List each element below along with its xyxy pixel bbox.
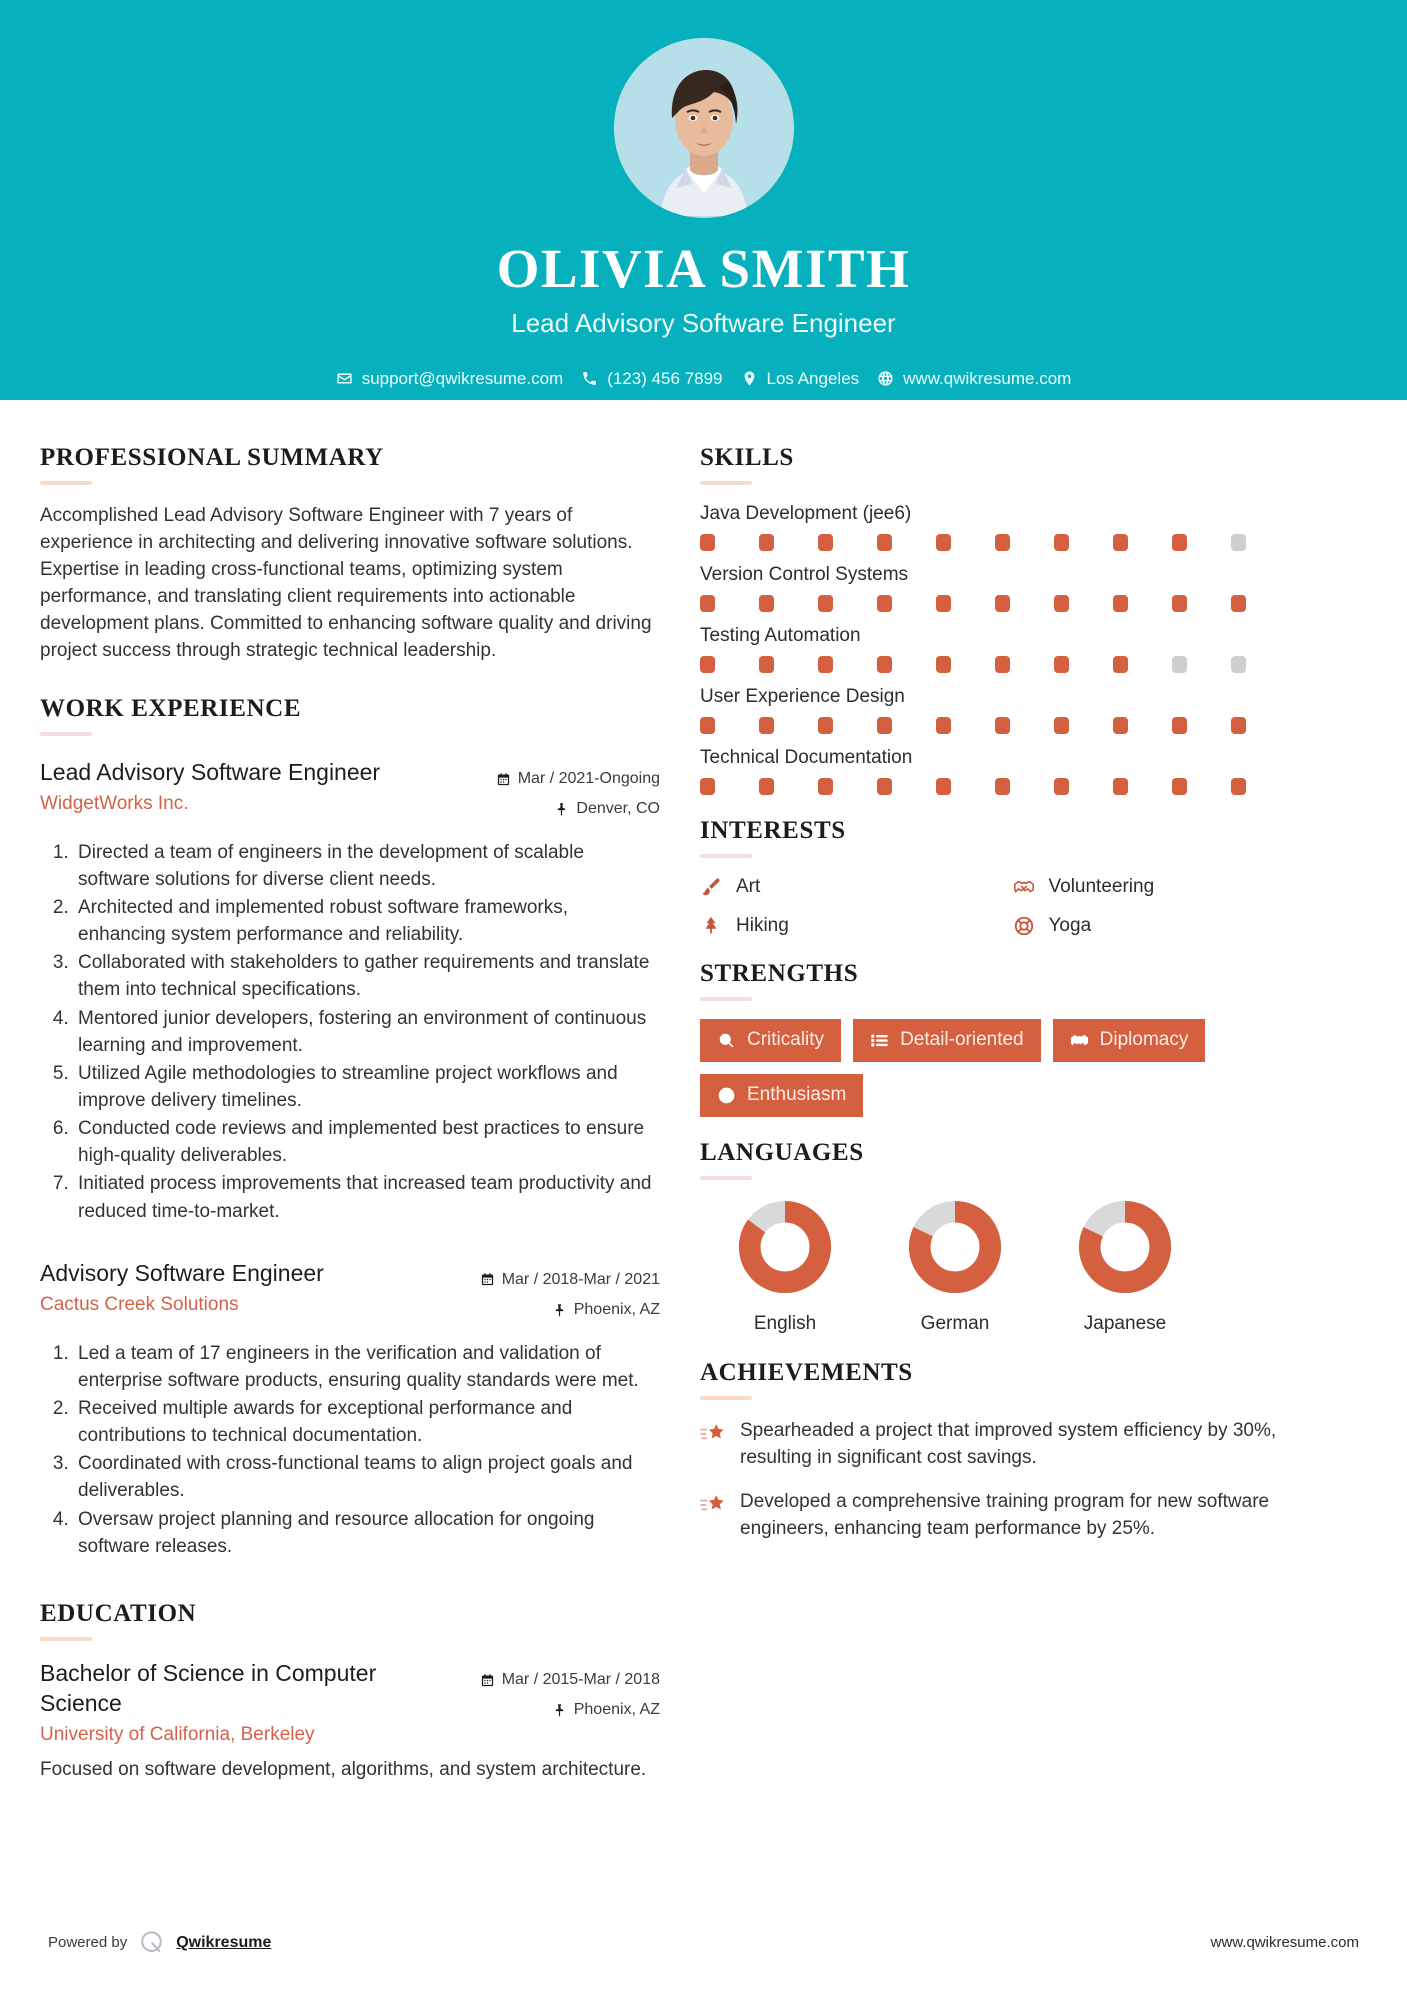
skill-rating xyxy=(700,778,1325,795)
skill-dot xyxy=(1113,778,1128,795)
skill-dot xyxy=(995,534,1010,551)
skill-label: User Experience Design xyxy=(700,686,905,707)
education-date-line xyxy=(455,1665,660,1695)
education-school: University of California, Berkeley xyxy=(40,1723,315,1745)
skill-rating xyxy=(700,595,1325,612)
skill-dot xyxy=(759,656,774,673)
work-date: Mar / 2018-Mar / 2021 xyxy=(501,1270,660,1288)
achievement-item xyxy=(700,1418,1325,1472)
interest-label: Yoga xyxy=(1048,915,1092,936)
skill-dot xyxy=(1054,534,1069,551)
work-date-line xyxy=(455,1265,660,1295)
work-entry xyxy=(40,1259,660,1560)
calendar-icon xyxy=(480,1272,495,1287)
skill-dot xyxy=(936,534,951,551)
work-organization: Cactus Creek Solutions xyxy=(40,1293,239,1315)
interests-list xyxy=(700,876,1325,954)
envelope-icon xyxy=(336,370,353,387)
language-label: English xyxy=(753,1312,817,1334)
pushpin-icon xyxy=(552,1303,567,1318)
section-work-experience xyxy=(40,695,660,1560)
skill-dot xyxy=(1054,656,1069,673)
interest-item xyxy=(1013,915,1326,937)
lifebuoy-icon xyxy=(1013,915,1035,937)
pushpin-icon xyxy=(554,802,569,817)
skill-dot xyxy=(1054,595,1069,612)
section-rule xyxy=(700,481,752,485)
section-rule xyxy=(700,854,752,858)
skill-dot xyxy=(700,534,715,551)
work-location-line xyxy=(455,1295,660,1325)
right-column xyxy=(700,444,1325,1784)
skill-rating xyxy=(700,656,1325,673)
work-organization: WidgetWorks Inc. xyxy=(40,792,189,814)
strength-badge-enthusiasm xyxy=(700,1074,863,1117)
section-professional-summary xyxy=(40,444,660,665)
section-languages xyxy=(700,1139,1325,1335)
skill-dot xyxy=(700,656,715,673)
tree-icon xyxy=(700,915,722,937)
phone-icon xyxy=(581,370,598,387)
contact-email-text: support@qwikresume.com xyxy=(361,368,564,388)
section-interests xyxy=(700,817,1325,954)
page-title: OLIVIA SMITH xyxy=(496,238,911,299)
skill-item xyxy=(700,564,1325,612)
skill-dot xyxy=(1113,656,1128,673)
section-heading-achievements: ACHIEVEMENTS xyxy=(700,1358,913,1386)
resume-header xyxy=(0,0,1407,400)
bullet-item: 3. Collaborated with stakeholders to gather requirements and translate them into technical specifications. xyxy=(74,949,660,1003)
skill-dot xyxy=(1054,778,1069,795)
section-education xyxy=(40,1600,660,1784)
skill-dot xyxy=(936,717,951,734)
interest-item xyxy=(1013,876,1326,898)
skill-item xyxy=(700,625,1325,673)
language-donut-chart xyxy=(906,1198,1004,1301)
skill-dot xyxy=(1231,717,1246,734)
footer-website[interactable]: www.qwikresume.com xyxy=(1210,1934,1359,1951)
list-icon xyxy=(870,1031,889,1050)
contact-location xyxy=(741,369,860,389)
work-entry xyxy=(40,758,660,1225)
education-description: Focused on software development, algorithms, and system architecture. xyxy=(40,1758,647,1780)
section-rule xyxy=(40,1637,92,1641)
smiley-icon xyxy=(717,1086,736,1105)
achievement-text: Spearheaded a project that improved system efficiency by 30%, resulting in significant cost savings. xyxy=(740,1419,1277,1468)
skill-dot xyxy=(1113,595,1128,612)
pushpin-icon xyxy=(552,1703,567,1718)
footer-powered-by: Powered by xyxy=(48,1934,128,1951)
language-label: Japanese xyxy=(1083,1312,1167,1334)
strength-badge-criticality xyxy=(700,1019,841,1062)
summary-text: Accomplished Lead Advisory Software Engineer with 7 years of experience in architecting and delivering innovative software solutions. Expertise in leading cross-functional teams, optimizing system performance, and translating client requirements into actionable development plans. Committed to enhancing software quality and driving project success through strategic technical leadership. xyxy=(40,505,652,661)
interest-label: Art xyxy=(736,876,761,897)
section-rule xyxy=(700,1396,752,1400)
language-donut-chart xyxy=(1076,1198,1174,1301)
paintbrush-icon xyxy=(700,876,722,898)
skill-dot xyxy=(936,595,951,612)
skill-dot xyxy=(818,656,833,673)
strength-badge-diplomacy xyxy=(1053,1019,1206,1062)
shooting-star-icon xyxy=(700,1421,726,1447)
section-heading-interests: INTERESTS xyxy=(700,817,846,844)
bullet-item: 1. Directed a team of engineers in the development of scalable software solutions for diverse client needs. xyxy=(74,839,660,893)
strengths-list xyxy=(700,1019,1325,1117)
job-title: Lead Advisory Software Engineer xyxy=(511,307,896,338)
contact-website-text: www.qwikresume.com xyxy=(903,368,1072,388)
work-meta xyxy=(455,1259,660,1326)
skill-dot xyxy=(759,595,774,612)
location-pin-icon xyxy=(741,370,758,387)
interest-label: Volunteering xyxy=(1048,876,1155,897)
skill-dot xyxy=(995,717,1010,734)
section-skills xyxy=(700,444,1325,795)
skill-dot xyxy=(877,534,892,551)
skill-dot xyxy=(995,595,1010,612)
education-entry xyxy=(40,1659,660,1784)
interest-item xyxy=(700,876,1013,898)
skill-dot xyxy=(877,778,892,795)
skill-dot xyxy=(1113,534,1128,551)
section-rule xyxy=(40,481,92,485)
work-role: Lead Advisory Software Engineer xyxy=(40,758,381,785)
achievement-item xyxy=(700,1489,1325,1543)
skill-dot xyxy=(936,656,951,673)
interest-label: Hiking xyxy=(736,915,789,936)
skill-dot xyxy=(1172,534,1187,551)
education-location: Phoenix, AZ xyxy=(573,1701,660,1719)
page-footer xyxy=(0,1929,1407,1990)
education-location-line xyxy=(455,1695,660,1725)
section-heading-strengths: STRENGTHS xyxy=(700,960,859,987)
skill-dot xyxy=(1231,534,1246,551)
skill-dot xyxy=(818,778,833,795)
avatar xyxy=(614,38,794,218)
work-bullets xyxy=(40,839,660,1225)
work-location: Phoenix, AZ xyxy=(573,1301,660,1319)
handshake-icon xyxy=(1070,1031,1089,1050)
bullet-item: 5. Utilized Agile methodologies to streamline project workflows and improve delivery timelines. xyxy=(74,1060,660,1114)
interest-item xyxy=(700,915,1013,937)
education-date: Mar / 2015-Mar / 2018 xyxy=(501,1670,660,1688)
skill-dot xyxy=(1172,595,1187,612)
skill-dot xyxy=(1054,717,1069,734)
skill-dot xyxy=(700,778,715,795)
skill-rating xyxy=(700,717,1325,734)
contact-phone-text: (123) 456 7899 xyxy=(607,368,723,388)
work-location-line xyxy=(455,794,660,824)
skill-dot xyxy=(995,778,1010,795)
section-heading-skills: SKILLS xyxy=(700,444,794,471)
skill-dot xyxy=(818,717,833,734)
language-item xyxy=(870,1198,1040,1335)
work-location: Denver, CO xyxy=(576,800,660,818)
work-role: Advisory Software Engineer xyxy=(40,1259,324,1286)
section-rule xyxy=(700,997,752,1001)
skill-dot xyxy=(877,595,892,612)
contact-bar xyxy=(336,369,1072,389)
skill-dot xyxy=(1231,778,1246,795)
skill-dot xyxy=(995,656,1010,673)
skill-dot xyxy=(1231,595,1246,612)
contact-location-text: Los Angeles xyxy=(766,368,860,388)
calendar-icon xyxy=(496,772,511,787)
work-date: Mar / 2021-Ongoing xyxy=(517,769,660,787)
skill-dot xyxy=(818,534,833,551)
skill-dot xyxy=(759,778,774,795)
language-donut-chart xyxy=(736,1198,834,1301)
bullet-item: 4. Oversaw project planning and resource allocation for ongoing software releases. xyxy=(74,1506,660,1560)
skill-dot xyxy=(877,656,892,673)
handshake-icon xyxy=(1013,876,1035,898)
languages-list xyxy=(700,1198,1325,1335)
strength-label: Diplomacy xyxy=(1099,1029,1189,1050)
achievement-text: Developed a comprehensive training program for new software engineers, enhancing team performance by 25%. xyxy=(740,1490,1270,1539)
contact-website[interactable] xyxy=(877,369,1071,389)
language-item xyxy=(700,1198,870,1335)
skill-label: Java Development (jee6) xyxy=(700,503,912,524)
section-heading-education: EDUCATION xyxy=(40,1599,197,1627)
footer-brand-name[interactable]: Qwikresume xyxy=(176,1933,272,1951)
skill-label: Version Control Systems xyxy=(700,564,909,585)
section-heading-languages: LANGUAGES xyxy=(700,1138,864,1166)
education-meta xyxy=(455,1659,660,1726)
skill-item xyxy=(700,747,1325,795)
work-date-line xyxy=(455,764,660,794)
skill-label: Testing Automation xyxy=(700,625,861,646)
qwikresume-logo-icon xyxy=(138,1929,165,1956)
work-bullets xyxy=(40,1340,660,1560)
shooting-star-icon xyxy=(700,1492,726,1518)
skill-dot xyxy=(700,595,715,612)
skill-rating xyxy=(700,534,1325,551)
language-item xyxy=(1040,1198,1210,1335)
section-strengths xyxy=(700,960,1325,1117)
strength-badge-detail-oriented xyxy=(853,1019,1041,1062)
footer-brand xyxy=(48,1929,271,1956)
globe-icon xyxy=(877,370,894,387)
bullet-item: 3. Coordinated with cross-functional teams to align project goals and deliverables. xyxy=(74,1450,660,1504)
bullet-item: 6. Conducted code reviews and implemented best practices to ensure high-quality deliverables. xyxy=(74,1115,660,1169)
strength-label: Enthusiasm xyxy=(747,1083,847,1105)
skill-dot xyxy=(877,717,892,734)
skill-dot xyxy=(759,717,774,734)
magnifier-icon xyxy=(717,1031,736,1050)
language-label: German xyxy=(920,1312,990,1334)
skill-dot xyxy=(700,717,715,734)
bullet-item: 1. Led a team of 17 engineers in the verification and validation of enterprise software products, ensuring quality standards were met. xyxy=(74,1340,660,1394)
skill-item xyxy=(700,686,1325,734)
skill-dot xyxy=(1113,717,1128,734)
education-degree: Bachelor of Science in Computer Science xyxy=(40,1659,377,1716)
calendar-icon xyxy=(480,1673,495,1688)
bullet-item: 4. Mentored junior developers, fostering an environment of continuous learning and improvement. xyxy=(74,1005,660,1059)
section-rule xyxy=(40,732,92,736)
skill-dot xyxy=(1172,656,1187,673)
skill-dot xyxy=(1231,656,1246,673)
bullet-item: 2. Received multiple awards for exceptional performance and contributions to technical documentation. xyxy=(74,1395,660,1449)
skill-label: Technical Documentation xyxy=(700,747,913,768)
skill-dot xyxy=(1172,778,1187,795)
bullet-item: 7. Initiated process improvements that increased team productivity and reduced time-to-market. xyxy=(74,1170,660,1224)
resume-body xyxy=(0,400,1407,1784)
work-meta xyxy=(455,758,660,825)
skill-item xyxy=(700,503,1325,551)
section-heading-work: WORK EXPERIENCE xyxy=(40,694,302,722)
contact-email[interactable] xyxy=(336,369,564,389)
strength-label: Detail-oriented xyxy=(900,1029,1024,1050)
skill-dot xyxy=(818,595,833,612)
section-heading-summary: PROFESSIONAL SUMMARY xyxy=(40,444,384,471)
bullet-item: 2. Architected and implemented robust software frameworks, enhancing system performance and reliability. xyxy=(74,894,660,948)
section-rule xyxy=(700,1176,752,1180)
skill-dot xyxy=(936,778,951,795)
left-column xyxy=(40,444,660,1784)
skill-dot xyxy=(1172,717,1187,734)
skill-dot xyxy=(759,534,774,551)
strength-label: Criticality xyxy=(747,1029,825,1050)
contact-phone[interactable] xyxy=(581,369,722,389)
section-achievements xyxy=(700,1359,1325,1543)
